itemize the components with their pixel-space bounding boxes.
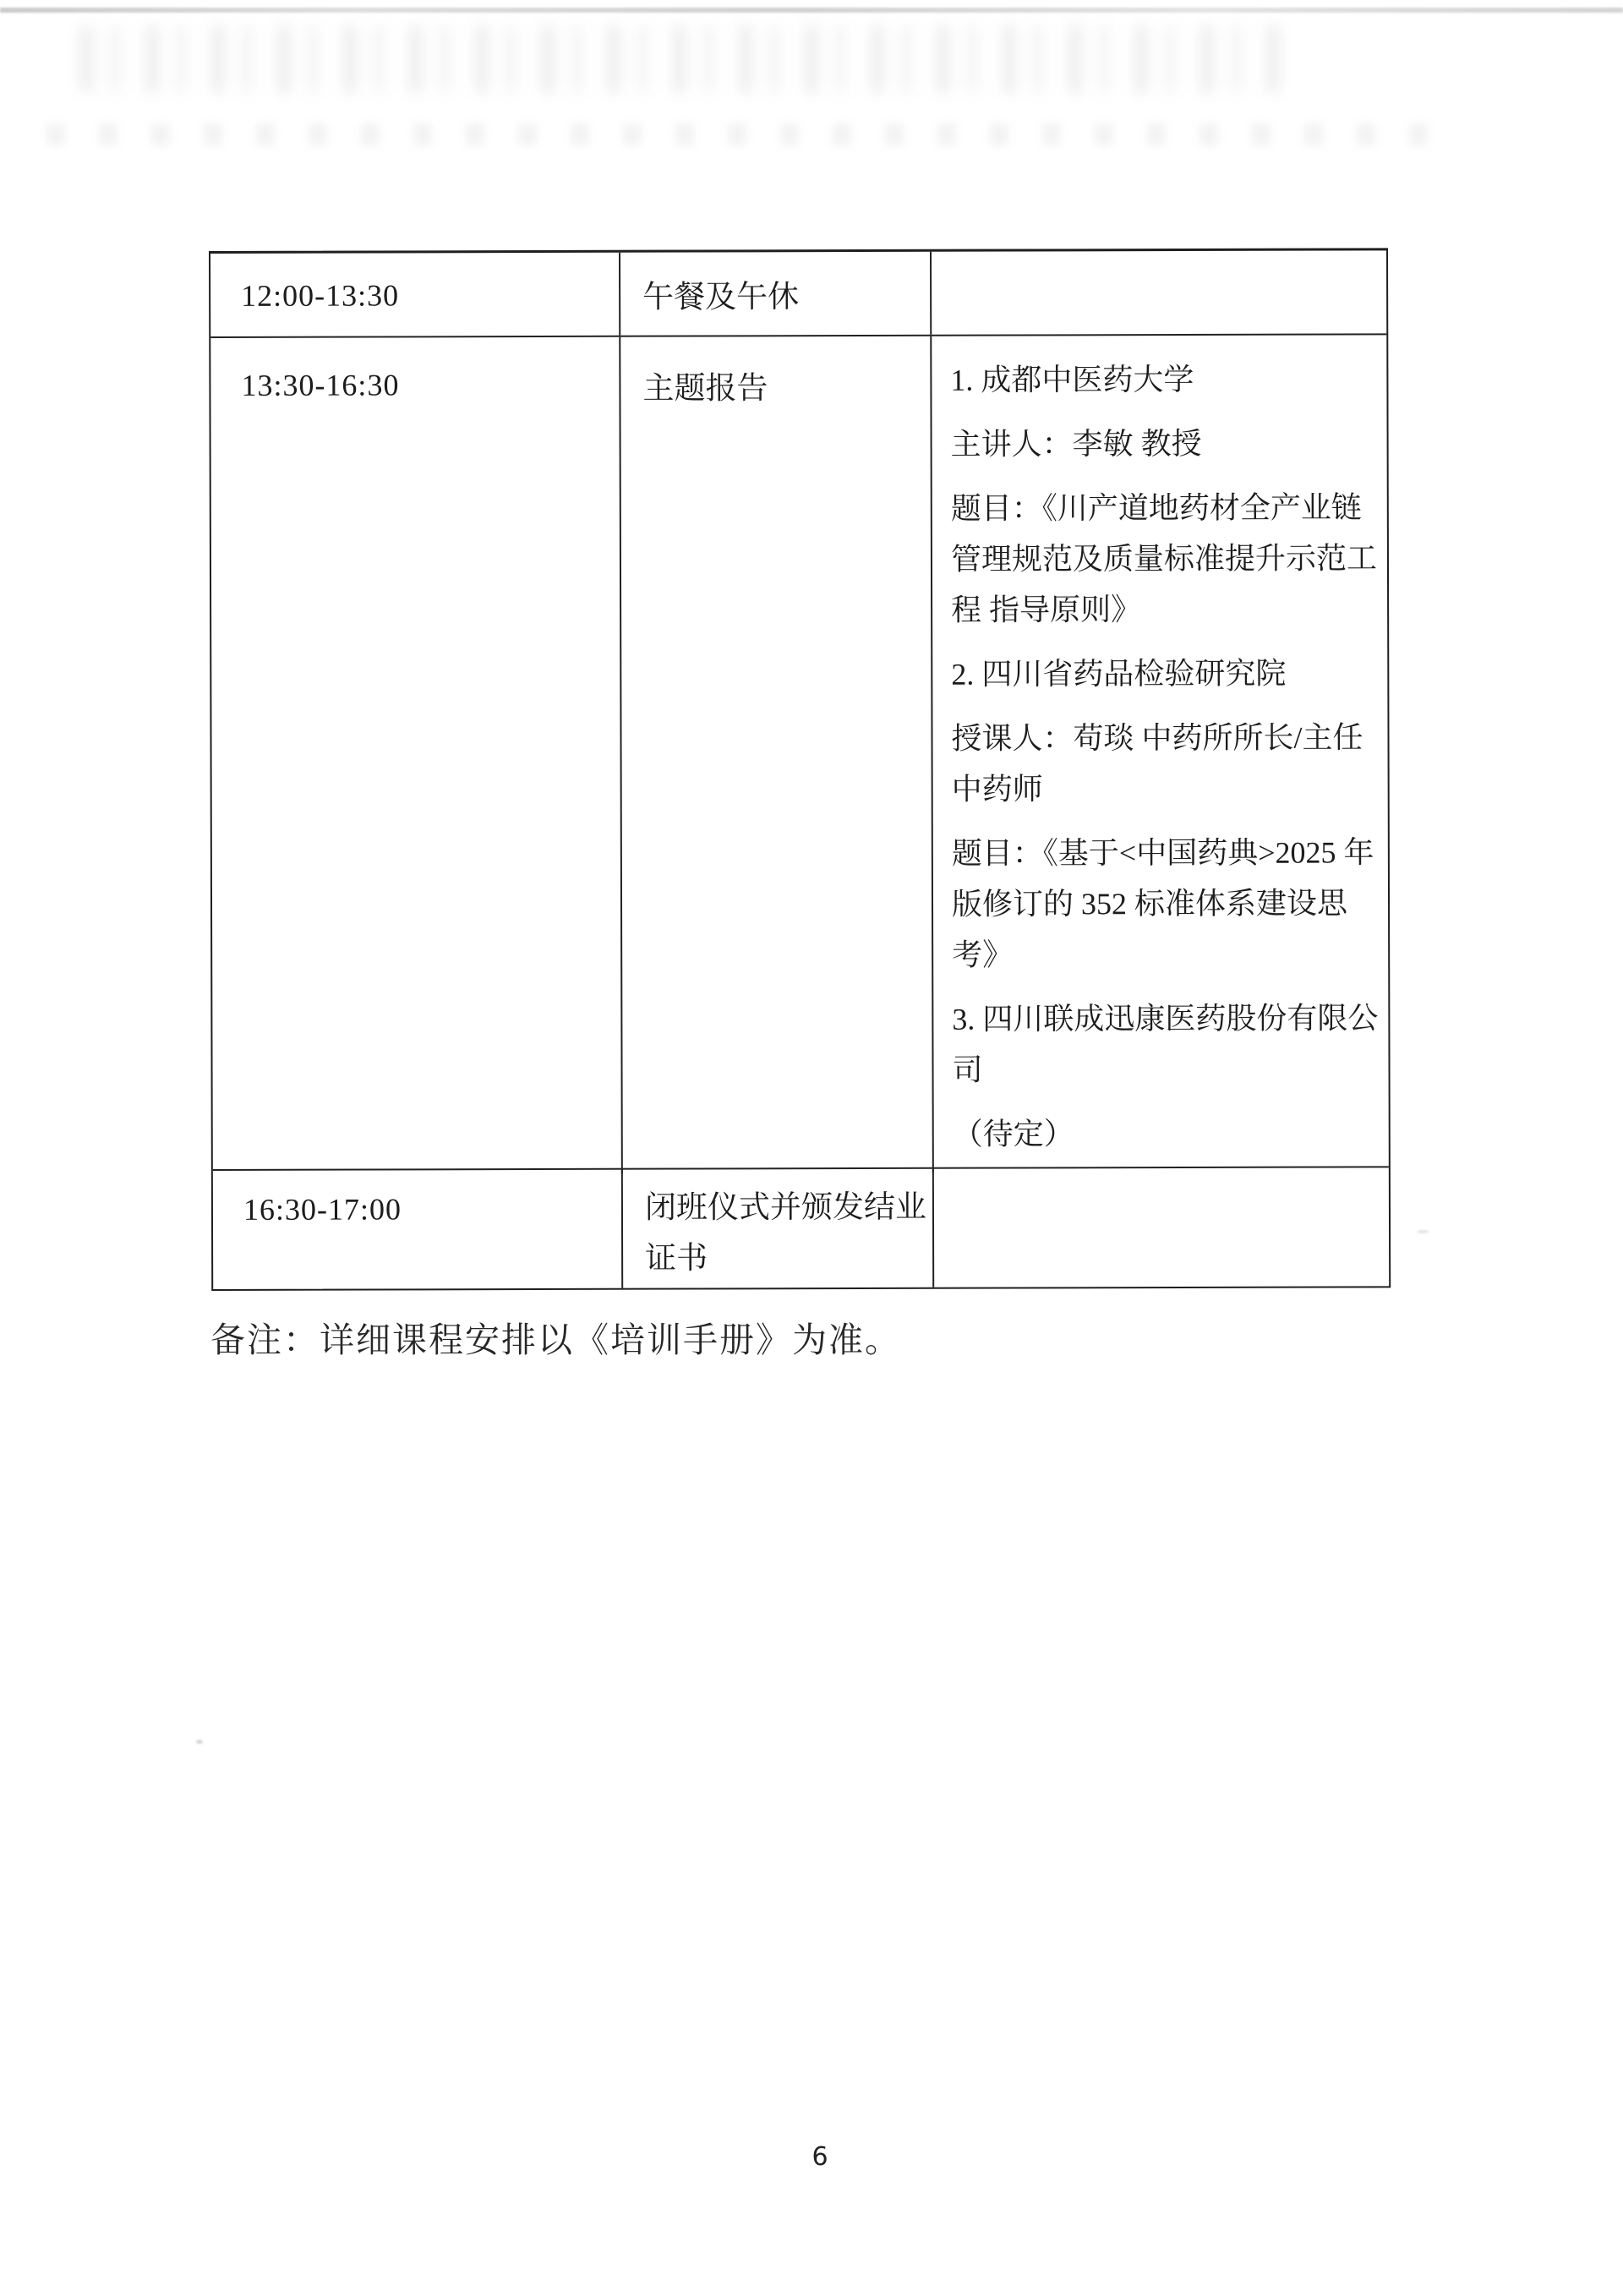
activity-cell: 闭班仪式并颁发结业 证书 xyxy=(621,1169,932,1288)
activity-cell: 午餐及午休 xyxy=(619,252,930,336)
activity-cell: 主题报告 xyxy=(619,336,932,1174)
scan-artifact-smudge xyxy=(80,25,1281,93)
time-cell: 13:30-16:30 xyxy=(241,368,400,402)
details-cell xyxy=(932,1167,1389,1287)
table-row xyxy=(210,250,1386,336)
scan-artifact-topline xyxy=(0,8,1623,13)
note-text: 备注：详细课程安排以《培训手册》为准。 xyxy=(210,1320,901,1359)
scan-artifact-speck xyxy=(196,1740,203,1744)
details-paragraph: （待定） xyxy=(952,1117,1074,1151)
scan-artifact-smudge xyxy=(46,123,1450,145)
scan-artifact-speck xyxy=(1417,1230,1429,1233)
details-paragraph: 1. 成都中医药大学 xyxy=(950,362,1194,397)
details-paragraph: 2. 四川省药品检验研究院 xyxy=(951,656,1287,692)
details-paragraph: 授课人：苟琰 中药所所长/主任 中药师 xyxy=(951,720,1363,806)
time-cell: 16:30-17:00 xyxy=(243,1192,402,1227)
details-cell xyxy=(930,250,1386,334)
time-cell: 12:00-13:30 xyxy=(241,278,400,313)
details-paragraph: 3. 四川联成迅康医药股份有限公 司 xyxy=(952,1001,1379,1087)
details-paragraph: 题目：《川产道地药材全产业链 管理规范及质量标准提升示范工 程 指导原则》 xyxy=(950,490,1378,627)
details-paragraph: 题目：《基于<中国药典>2025 年 版修订的 352 标准体系建设思 考》 xyxy=(951,835,1374,972)
details-cell xyxy=(930,335,1389,1173)
table-row xyxy=(210,333,1389,1169)
page-number: 6 xyxy=(812,2142,828,2172)
details-paragraph: 主讲人：李敏 教授 xyxy=(950,426,1202,462)
schedule-table xyxy=(209,248,1391,1291)
table-row xyxy=(213,1166,1389,1289)
